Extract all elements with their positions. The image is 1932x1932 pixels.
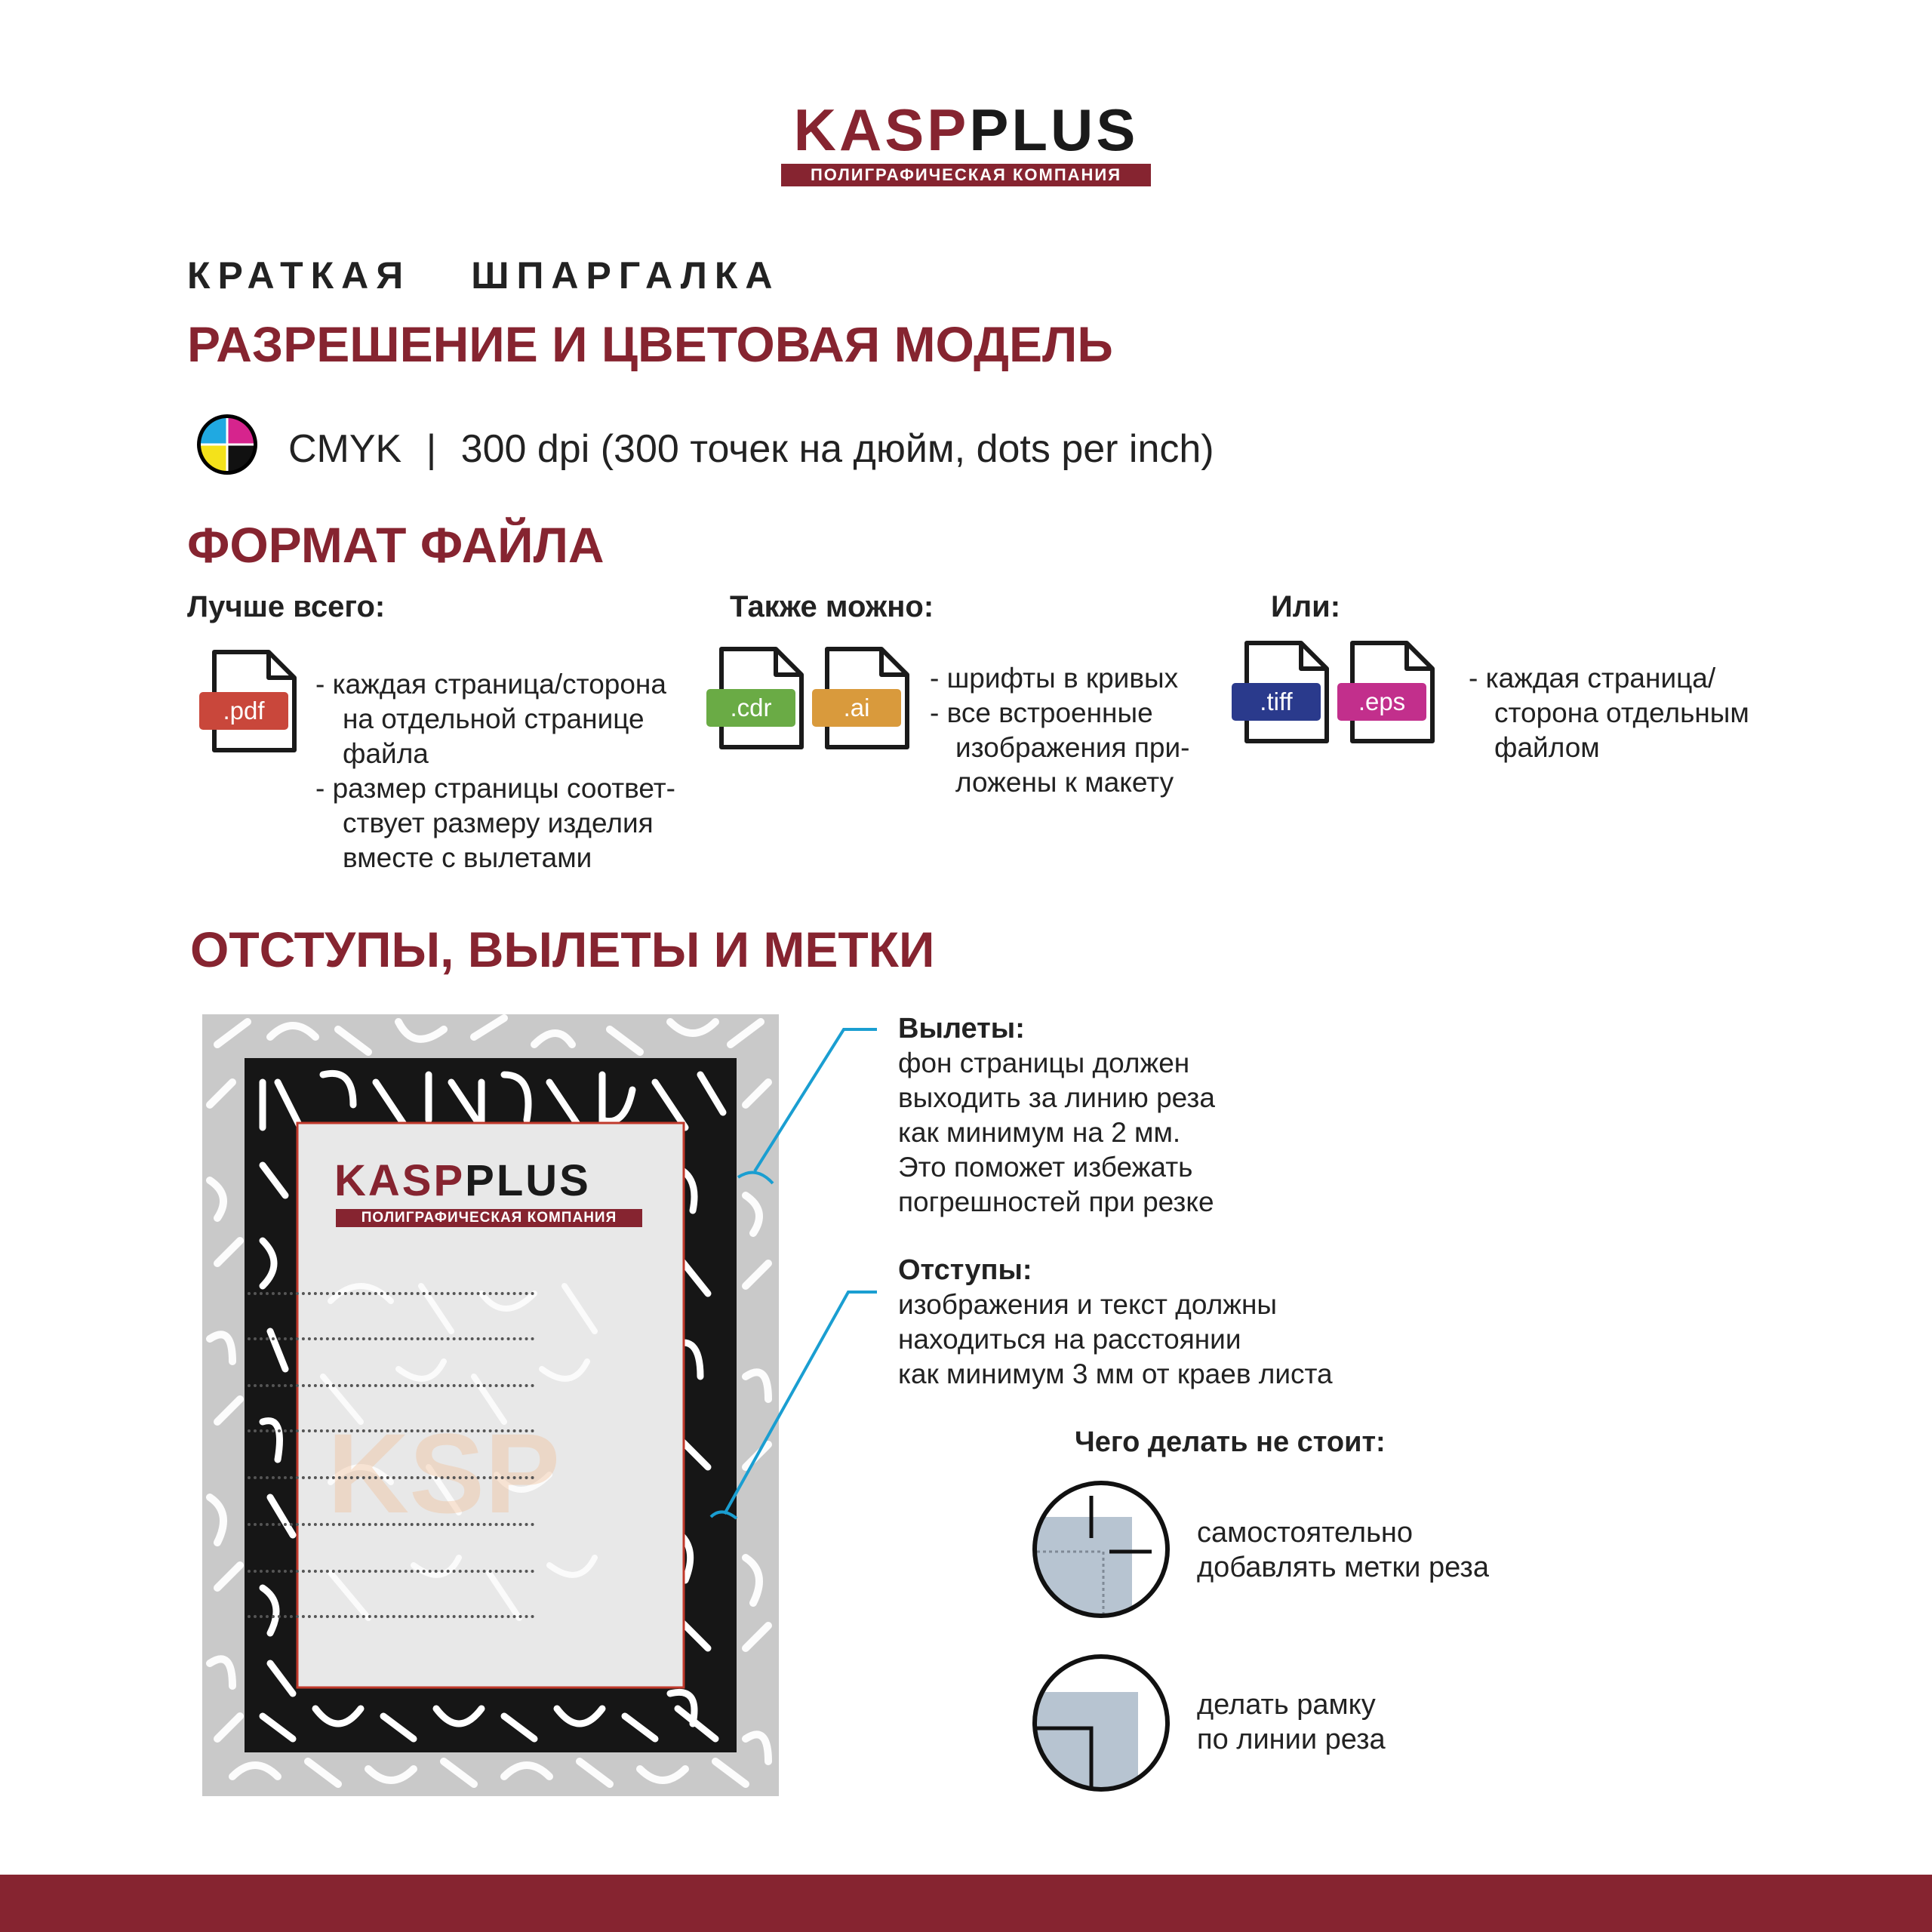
dont-item-1-line-2: добавлять метки реза [1197,1552,1489,1583]
dont-item-2-text [1197,1687,1386,1757]
also-note-4: ложены к макету [955,767,1174,798]
file-format-title: ФОРМАТ ФАЙЛА [187,517,605,573]
pdf-file-tag: .pdf [199,692,288,730]
dont-item-1-text [1197,1515,1489,1585]
best-label: Лучше всего: [187,590,386,623]
footer-band [0,1875,1932,1932]
cdr-file-tag: .cdr [706,689,795,727]
sample-brand-tagline: ПОЛИГРАФИЧЕСКАЯ КОМПАНИЯ [336,1209,642,1227]
safe-line-3: как минимум 3 мм от краев листа [898,1358,1333,1389]
safe-line-1: изображения и текст должны [898,1289,1277,1320]
brand-tagline: ПОЛИГРАФИЧЕСКАЯ КОМПАНИЯ [781,164,1151,186]
bleed-label: Вылеты: [898,1013,1025,1044]
also-note-2: - все встроенные [930,697,1153,728]
also-note-1: - шрифты в кривых [930,663,1179,694]
best-note-4: - размер страницы соответ- [315,773,676,804]
crop-marks-icon [1031,1479,1171,1620]
or-note-2: сторона отдельным [1494,697,1749,728]
resolution-title: РАЗРЕШЕНИЕ И ЦВЕТОВАЯ МОДЕЛЬ [187,316,1113,372]
safe-block [898,1253,1333,1392]
also-label: Также можно: [730,590,934,623]
svg-text:KSP: KSP [327,1410,561,1537]
bleed-line-3: как минимум на 2 мм. [898,1117,1181,1148]
bleed-block [898,1011,1215,1220]
dont-item-1-line-1: самостоятельно [1197,1517,1414,1549]
ai-file-tag: .ai [812,689,901,727]
safe-label: Отступы: [898,1254,1032,1286]
bleed-line-5: погрешностей при резке [898,1186,1214,1217]
sample-brand-name-part2: PLUS [465,1156,591,1205]
kicker-word-1: КРАТКАЯ [187,254,411,297]
tiff-file-tag: .tiff [1232,683,1321,721]
best-note-2: на отдельной странице [343,703,645,734]
sample-brand-name-part1: KASP [334,1156,466,1205]
or-label: Или: [1271,590,1341,623]
donts-label: Чего делать не стоит: [1075,1426,1386,1458]
bleed-line-2: выходить за линию реза [898,1082,1215,1113]
best-note-1: - каждая страница/сторона [315,669,666,700]
kicker-word-2: ШПАРГАЛКА [471,254,780,297]
resolution-value: 300 dpi (300 точек на дюйм, dots per inch) [460,427,1214,471]
margins-title: ОТСТУПЫ, ВЫЛЕТЫ И МЕТКИ [190,921,935,977]
or-note-3: файлом [1494,732,1600,763]
bleed-line-4: Это поможет избежать [898,1152,1193,1183]
brand-name-part2: PLUS [969,97,1139,163]
safe-line-2: находиться на расстоянии [898,1324,1241,1355]
or-note-1: - каждая страница/ [1469,663,1716,694]
eps-file-tag: .eps [1337,683,1426,721]
best-note-5: ствует размеру изделия [343,808,654,838]
bleed-line-1: фон страницы должен [898,1048,1190,1078]
cut-frame-icon [1031,1653,1171,1793]
spec-separator: | [426,427,437,471]
best-note-6: вместе с вылетами [343,842,592,873]
best-note-3: файла [343,738,429,769]
dont-item-2-line-2: по линии реза [1197,1724,1386,1755]
also-note-3: изображения при- [955,732,1190,763]
dont-item-2-line-1: делать рамку [1197,1689,1376,1721]
color-model: CMYK [288,427,402,471]
brand-name-part1: KASP [793,97,970,163]
